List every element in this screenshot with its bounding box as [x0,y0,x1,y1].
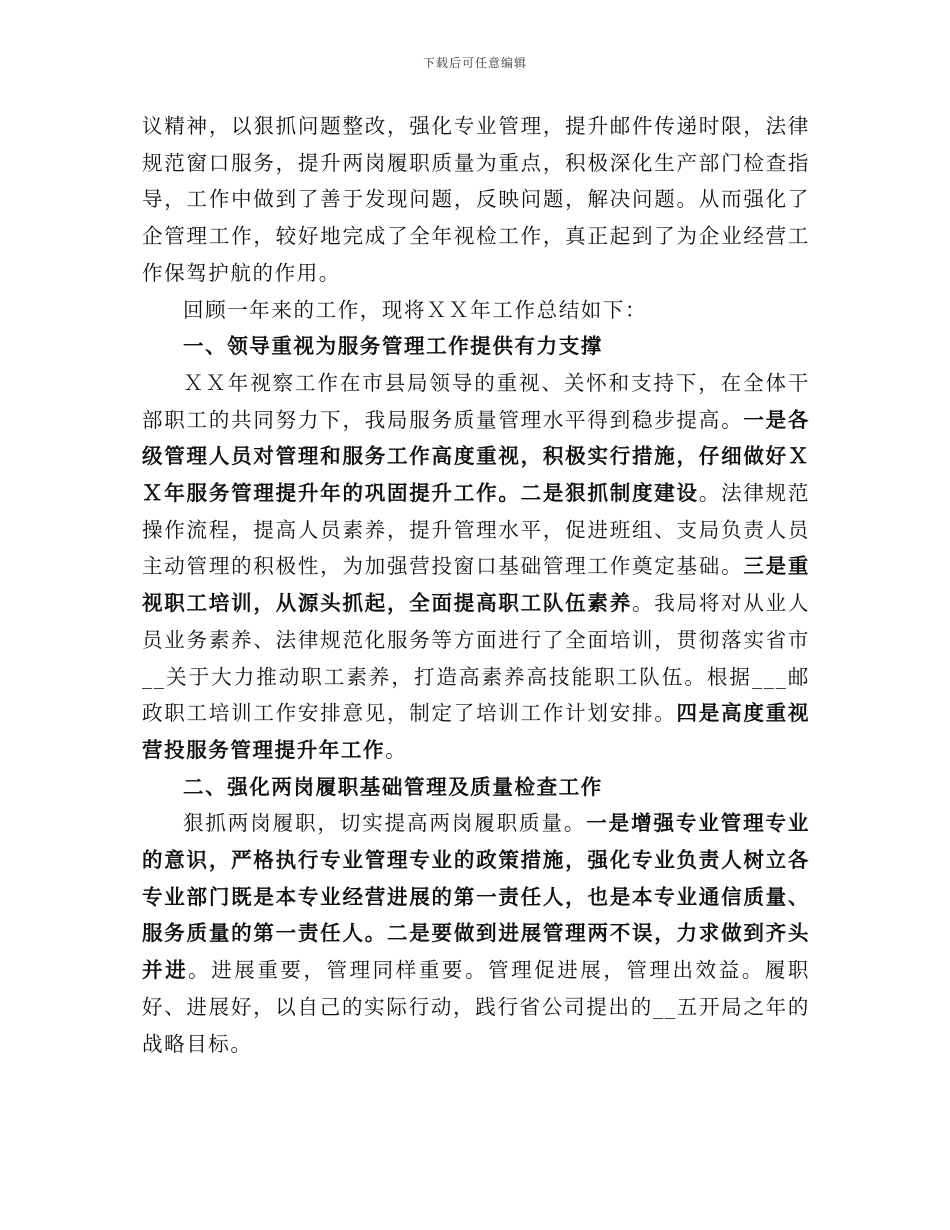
text-run: 。我局将对从业人员业务素养、法律规范化服务等方面进行了全面培训，贯彻落实省市__关于大力推动职工素养，打造高素养高技能职工队伍。根据___邮政职工培训工作安排意见，制定了培训工作计划安排。 [142,591,810,726]
section-heading-1: 一、领导重视为服务管理工作提供有力支撑 [183,334,603,359]
page-header-note: 下载后可任意编辑 [422,56,527,70]
paragraph-review: 回顾一年来的工作，现将ＸＸ年工作总结如下： [183,297,648,322]
paragraph-section-1 [142,365,810,769]
bold-run: 四是高度重视营投服务管理提升年工作 [142,701,810,762]
section-heading-2: 二、强化两岗履职基础管理及质量检查工作 [183,774,603,799]
text-run: 。进展重要，管理同样重要。管理促进展，管理出效益。履职好、进展好，以自己的实际行动，践行省公司提出的__五开局之年的战略目标。 [142,958,810,1056]
text-run: 。法律规范操作流程，提高人员素养，提升管理水平，促进班组、支局负责人员主动管理的积极性，为加强营投窗口基础管理工作奠定基础。 [142,481,811,579]
document-body [142,108,810,1062]
text-run: 。 [385,737,408,762]
paragraph-intro-continued: 议精神，以狠抓问题整改，强化专业管理，提升邮件传递时限，法律规范窗口服务，提升两岗履职质量为重点，积极深化生产部门检查指导，工作中做到了善于发现问题，反映问题，解决问题。从而强化了企管理工作，较好地完成了全年视检工作，真正起到了为企业经营工作保驾护航的作用。 [142,114,810,285]
text-run: 狠抓两岗履职，切实提高两岗履职质量。 [183,811,587,836]
text-run: ＸＸ年视察工作在市县局领导的重视、关怀和支持下，在全体干部职工的共同努力下，我局服务质量管理水平得到稳步提高。 [142,370,810,432]
bold-run: 一是增强专业管理专业的意识，严格执行专业管理专业的政策措施，强化专业负责人树立各专业部门既是本专业经营进展的第一责任人，也是本专业通信质量、服务质量的第一责任人。二是要做到进展管理两不误，力求做到齐头并进 [142,811,810,983]
bold-run: 三是重视职工培训，从源头抓起，全面提高职工队伍素养 [142,554,810,616]
bold-run: 一是各级管理人员对管理和服务工作高度重视，积极实行措施，仔细做好ＸＸ年服务管理提升年的巩固提升工作。二是狠抓制度建设 [142,407,810,506]
paragraph-section-2 [142,805,810,1062]
